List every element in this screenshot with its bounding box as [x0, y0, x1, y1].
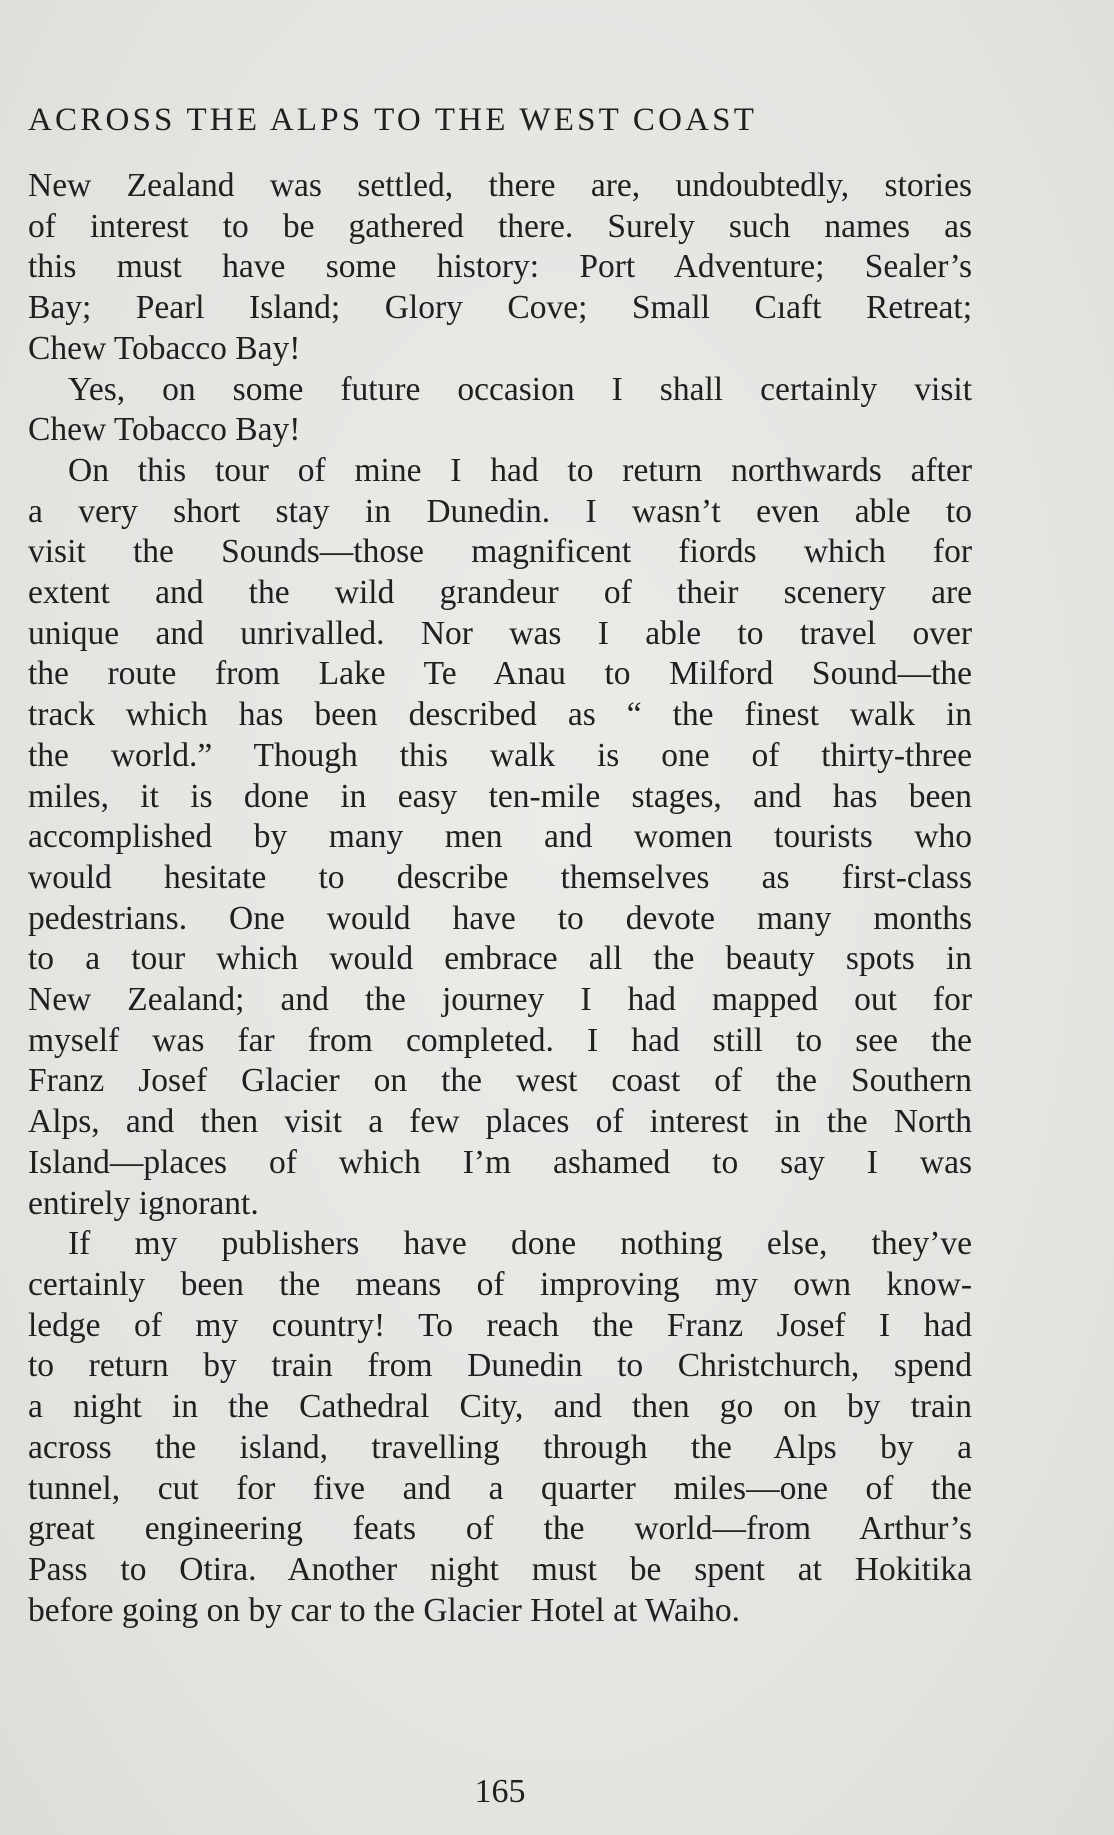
text-line: tunnel, cut for five and a quarter miles—one of the — [28, 1469, 972, 1507]
text-line: visit the Sounds—those magnificent fiords which for — [28, 533, 972, 571]
text-line: would hesitate to describe themselves as first-class — [28, 858, 972, 896]
body-text — [28, 166, 972, 1631]
text-line: the route from Lake Te Anau to Milford Sound—the — [28, 655, 972, 693]
text-line: Franz Josef Glacier on the west coast of the Southern — [28, 1062, 972, 1100]
text-line: Chew Tobacco Bay! — [28, 329, 301, 367]
text-line: Alps, and then visit a few places of interest in the North — [28, 1103, 972, 1141]
text-line: pedestrians. One would have to devote many months — [28, 899, 972, 937]
text-line: miles, it is done in easy ten-mile stages, and has been — [28, 777, 972, 815]
text-line: Yes, on some future occasion I shall certainly visit — [68, 370, 972, 408]
text-line: Chew Tobacco Bay! — [28, 411, 301, 449]
text-line: Pass to Otira. Another night must be spent at Hokitika — [28, 1550, 972, 1588]
paragraph — [28, 370, 972, 451]
text-line: If my publishers have done nothing else, they’ve — [68, 1225, 972, 1263]
text-line: to return by train from Dunedin to Christchurch, spend — [28, 1347, 972, 1385]
text-line: a night in the Cathedral City, and then go on by train — [28, 1388, 972, 1426]
text-line: accomplished by many men and women tourists who — [28, 818, 972, 856]
text-line: myself was far from completed. I had still to see the — [28, 1021, 972, 1059]
text-line: New Zealand; and the journey I had mapped out for — [28, 981, 972, 1019]
text-line: great engineering feats of the world—from Arthur’s — [28, 1510, 972, 1548]
text-line: Island—places of which I’m ashamed to say I was — [28, 1143, 972, 1181]
text-line: a very short stay in Dunedin. I wasn’t even able to — [28, 492, 972, 530]
text-line: New Zealand was settled, there are, undoubtedly, stories — [28, 167, 972, 204]
text-line: extent and the wild grandeur of their scenery are — [28, 574, 972, 612]
text-line: across the island, travelling through the Alps by a — [28, 1428, 972, 1466]
text-line: of interest to be gathered there. Surely such names as — [28, 207, 972, 245]
text-line: entirely ignorant. — [28, 1184, 259, 1222]
text-line: On this tour of mine I had to return northwards after — [68, 451, 972, 489]
running-head: ACROSS THE ALPS TO THE WEST COAST — [28, 102, 758, 138]
text-line: track which has been described as “ the finest walk in — [28, 696, 972, 734]
paragraph — [28, 166, 972, 370]
text-line: unique and unrivalled. Nor was I able to travel over — [28, 614, 972, 652]
paragraph — [28, 451, 972, 1224]
paragraph — [28, 1224, 972, 1631]
text-line: ledge of my country! To reach the Franz Josef I had — [28, 1306, 972, 1344]
page-number: 165 — [474, 1773, 526, 1810]
text-line: certainly been the means of improving my own know- — [28, 1265, 972, 1303]
text-line: before going on by car to the Glacier Hotel at Waiho. — [28, 1591, 741, 1629]
text-line: to a tour which would embrace all the beauty spots in — [28, 940, 972, 978]
text-line: this must have some history: Port Adventure; Sealer’s — [28, 248, 972, 286]
text-line: Bay; Pearl Island; Glory Cove; Small Cıaft Retreat; — [28, 289, 972, 327]
text-line: the world.” Though this walk is one of thirty-three — [28, 736, 972, 774]
